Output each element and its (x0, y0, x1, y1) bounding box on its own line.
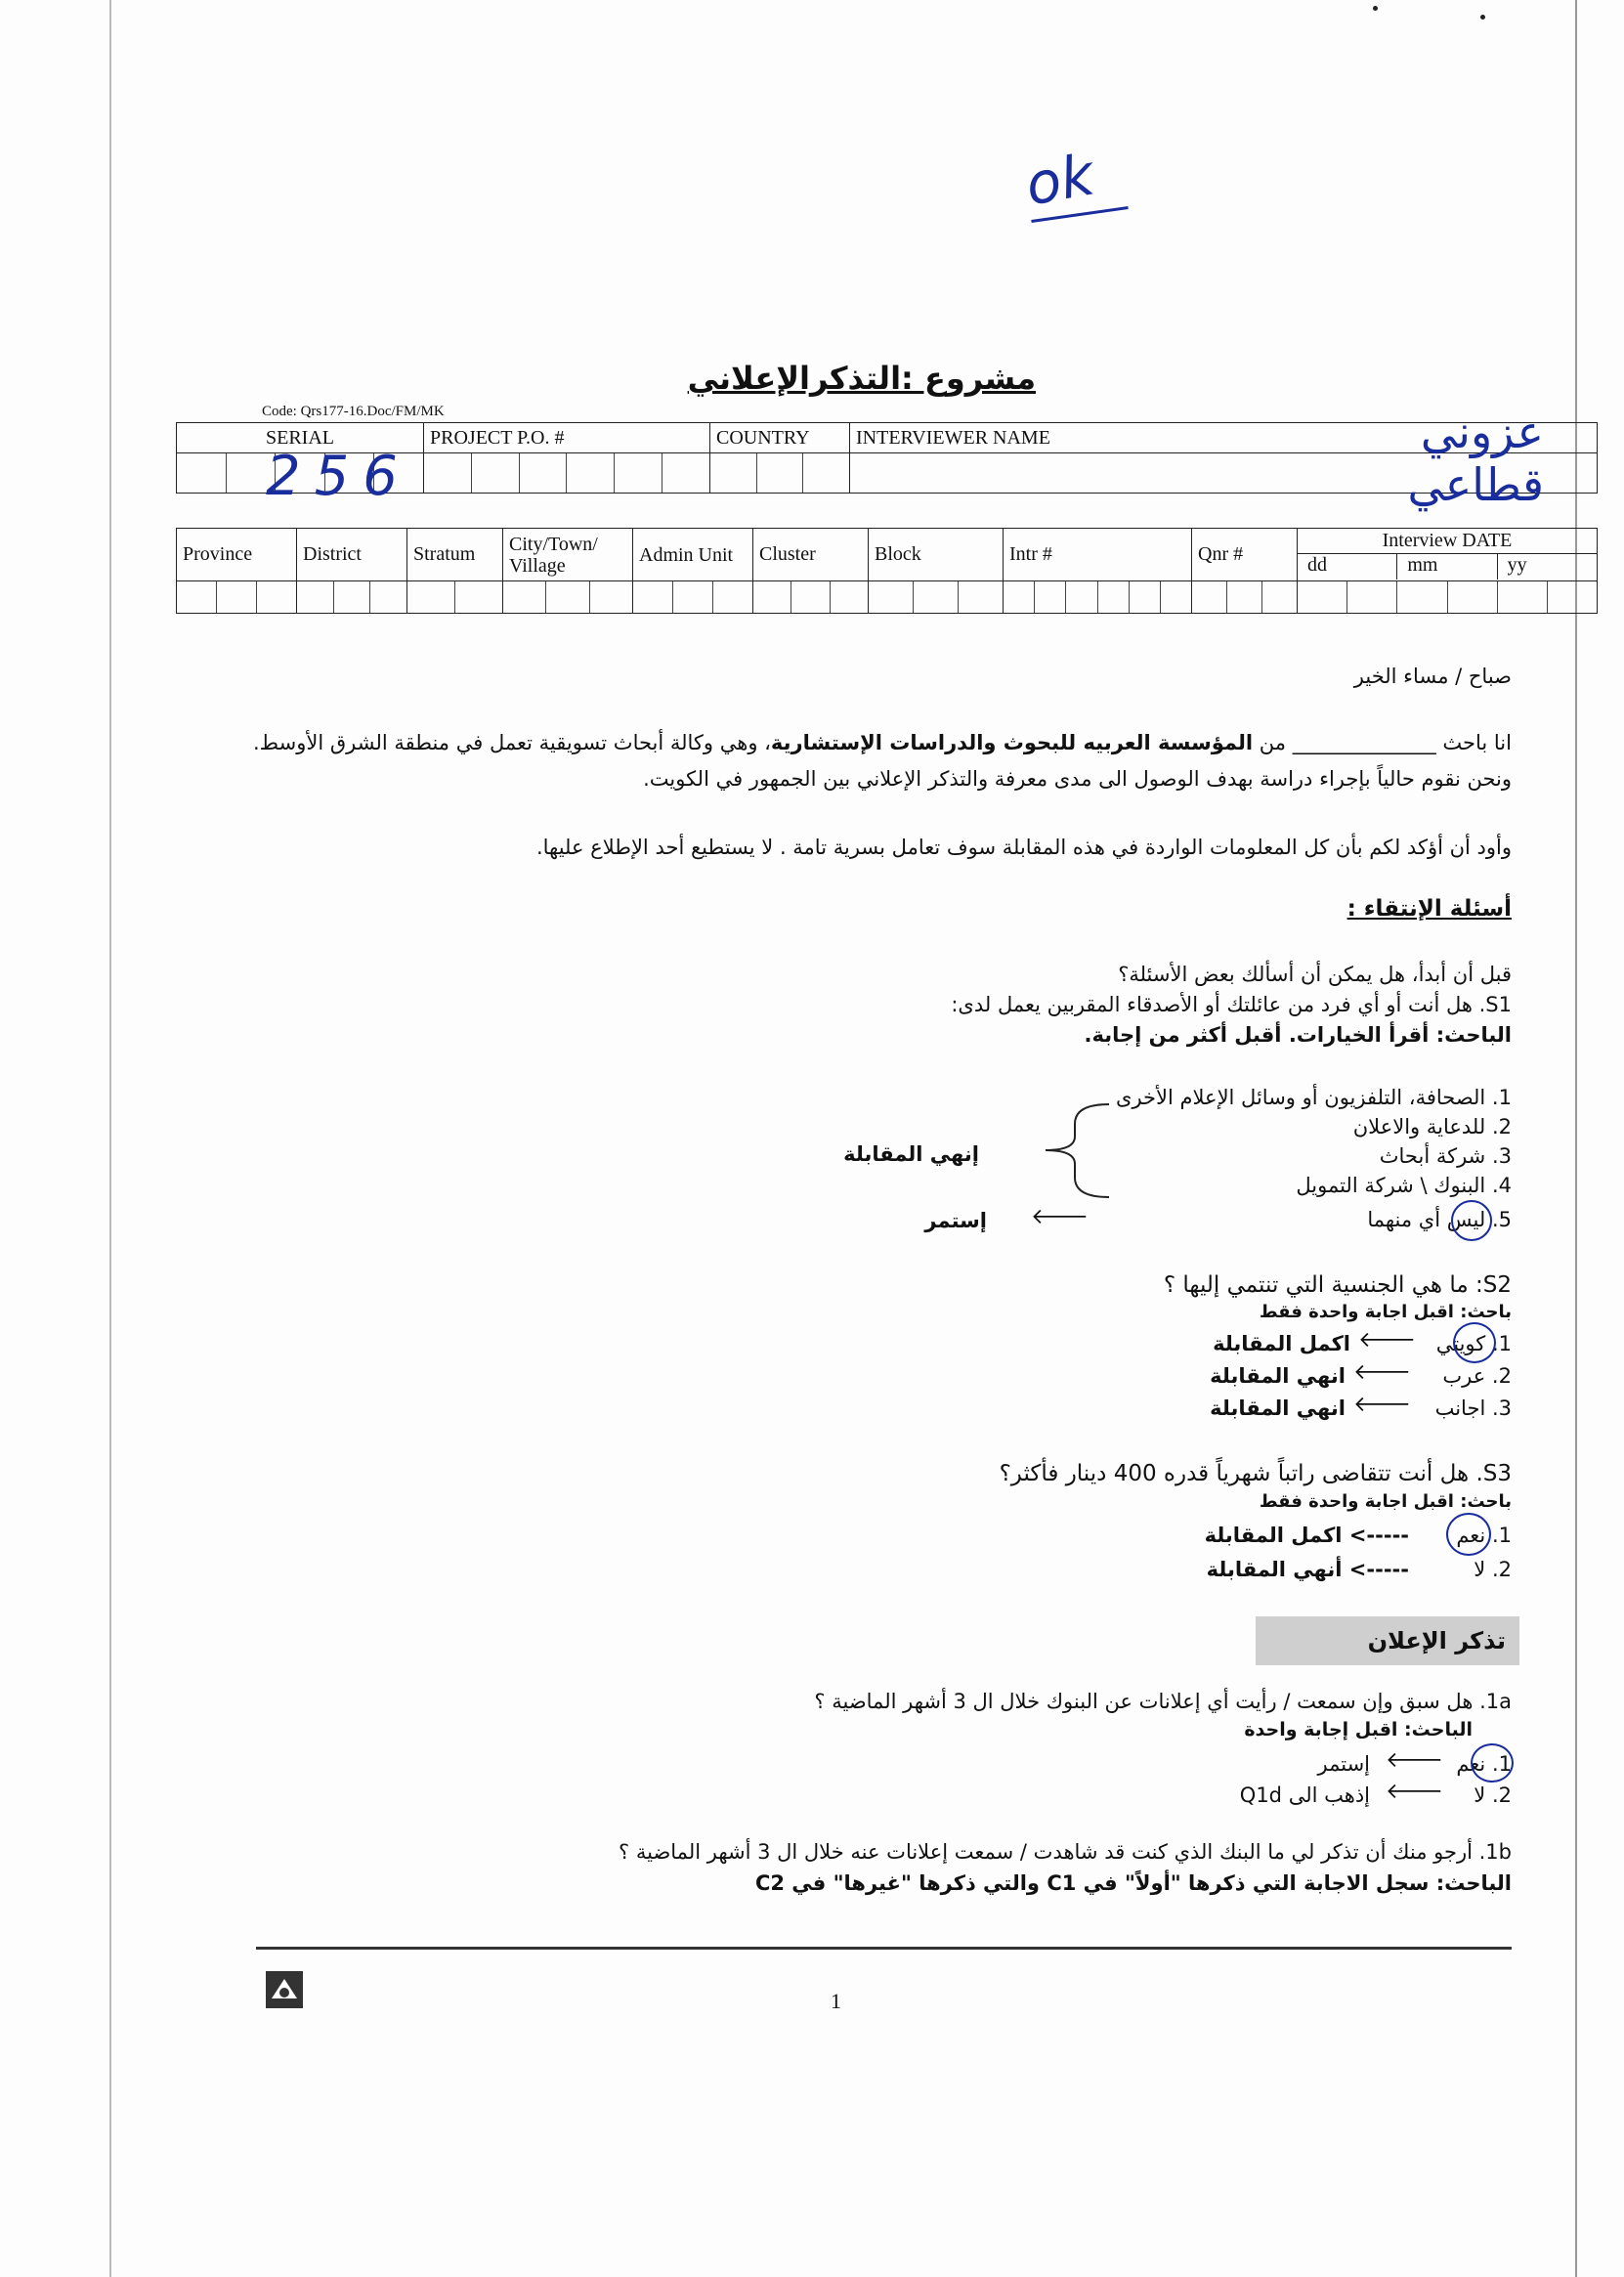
qnr-cells (1192, 581, 1298, 614)
q1b-instruction: الباحث: سجل الاجابة التي ذكرها "أولاً" في C1 والتي ذكرها "غيرها" في C2 (754, 1871, 1512, 1895)
intr-cells (1004, 581, 1192, 614)
s2-option-1: 1. كويتي (1435, 1332, 1512, 1355)
s3-answer-circle (1446, 1513, 1491, 1556)
s1-answer-circle (1451, 1200, 1492, 1241)
form-code: Code: Qrs177-16.Doc/FM/MK (262, 404, 445, 419)
s1-question: S1. هل أنت أو أي فرد من عائلتك أو الأصدقاء المقربين يعمل لدى: (951, 993, 1512, 1016)
intro-from: من (1259, 731, 1287, 754)
arrow-left-icon: 🡐 (1386, 1748, 1443, 1773)
handwritten-interviewer-name: عزوني قطاعي (1407, 406, 1544, 511)
scan-speck (1373, 6, 1378, 11)
page-number: 1 (831, 1989, 841, 2013)
intro-organization: المؤسسة العربيه للبحوث والدراسات الإستشارية (770, 731, 1254, 754)
arrow-left-icon: 🡐 (1353, 1393, 1411, 1417)
block-label: Block (869, 529, 1004, 581)
q1a-option-2-outcome: إذهب الى Q1d (1239, 1783, 1370, 1807)
s2-option-2-outcome: انهي المقابلة (1210, 1364, 1346, 1388)
arrow-left-icon: 🡐 (1031, 1205, 1089, 1229)
handwritten-serial: 256 (266, 445, 411, 508)
s3-question: S3. هل أنت تتقاضى راتباً شهرياً قدره 400 دينار فأكثر؟ (999, 1461, 1512, 1486)
s3-option-2-outcome: -----> أنهي المقابلة (1206, 1558, 1409, 1581)
s3-option-2: 2. لا (1474, 1558, 1512, 1581)
intro-blank: ______________ (1292, 731, 1436, 754)
q1a-option-1-outcome: إستمر (1317, 1752, 1370, 1776)
date-yy-label: yy (1497, 554, 1597, 580)
date-mm-label: mm (1396, 554, 1496, 580)
project-po-cells (424, 453, 710, 494)
s2-question: S2: ما هي الجنسية التي تنتمي إليها ؟ (1163, 1272, 1512, 1298)
admin-unit-cells (633, 581, 753, 614)
scan-edge-line (1575, 0, 1577, 2277)
s3-option-1: 1. نعم (1456, 1524, 1512, 1547)
location-header-table (176, 528, 1598, 614)
province-label: Province (177, 529, 297, 581)
country-cells (710, 453, 850, 494)
s1-option-1: 1. الصحافة، التلفزيون أو وسائل الإعلام الأخرى (1116, 1086, 1512, 1109)
handwritten-ok: ok (1020, 141, 1099, 219)
intro-line-2: ونحن نقوم حالياً بإجراء دراسة بهدف الوصول الى مدى معرفة والتذكر الإعلاني بين الجمهور في الكويت. (643, 767, 1512, 791)
organization-logo-icon (264, 1969, 305, 2010)
arrow-left-icon: 🡐 (1386, 1780, 1443, 1804)
s2-answer-circle (1453, 1322, 1496, 1363)
intro-line-1 (163, 728, 1512, 757)
stratum-cells (407, 581, 503, 614)
cluster-cells (753, 581, 869, 614)
admin-unit-label: Admin Unit (633, 529, 753, 581)
page-title: مشروع :التذكرالإعلاني (687, 360, 1036, 397)
s1-option-3: 3. شركة أبحاث (1379, 1144, 1512, 1168)
arrow-left-icon: 🡐 (1358, 1328, 1416, 1353)
intr-number-label: Intr # (1004, 529, 1192, 581)
footer-rule (256, 1947, 1512, 1950)
q1a-option-1: 1. نعم (1456, 1752, 1512, 1776)
s2-option-3: 3. اجانب (1434, 1396, 1512, 1420)
s1-option-4: 4. البنوك \ شركة التمويل (1296, 1174, 1512, 1197)
q1a-question: 1a. هل سبق وإن سمعت / رأيت أي إعلانات عن البنوك خلال ال 3 أشهر الماضية ؟ (814, 1690, 1512, 1713)
s1-instruction: الباحث: أقرأ الخيارات. أقبل أكثر من إجابة. (1084, 1023, 1512, 1047)
intro-researcher: انا باحث (1442, 731, 1512, 754)
q1a-option-2: 2. لا (1474, 1783, 1512, 1807)
s2-option-3-outcome: انهي المقابلة (1210, 1396, 1346, 1420)
q1b-question: 1b. أرجو منك أن تذكر لي ما البنك الذي كنت قد شاهدت / سمعت إعلانات عنه خلال ال 3 أشهر الماضية ؟ (619, 1840, 1512, 1864)
s2-option-2: 2. عرب (1442, 1364, 1512, 1388)
scan-edge-line (109, 0, 111, 2277)
province-cells (177, 581, 297, 614)
s1-end-interview: إنهي المقابلة (843, 1142, 979, 1166)
country-label: COUNTRY (710, 423, 850, 453)
screening-section-title: أسئلة الإنتقاء : (1346, 896, 1512, 922)
date-cells (1298, 581, 1598, 614)
block-cells (869, 581, 1004, 614)
q1a-answer-circle (1471, 1743, 1514, 1783)
district-cells (297, 581, 407, 614)
scan-speck (1480, 15, 1485, 20)
before-start-text: قبل أن أبدأ، هل يمكن أن أسألك بعض الأسئلة؟ (1118, 963, 1512, 986)
interviewer-name-label: INTERVIEWER NAME (850, 423, 1598, 453)
project-po-label: PROJECT P.O. # (424, 423, 710, 453)
cluster-label: Cluster (753, 529, 869, 581)
serial-label: SERIAL (177, 423, 424, 453)
intro-agency-desc: ، وهي وكالة أبحاث تسويقية تعمل في منطقة الشرق الأوسط. (253, 731, 771, 754)
stratum-label: Stratum (407, 529, 503, 581)
s3-instruction: باحث: اقبل اجابة واحدة فقط (1259, 1491, 1512, 1512)
s2-option-1-outcome: اكمل المقابلة (1213, 1332, 1350, 1355)
intro-line-3: وأود أن أؤكد لكم بأن كل المعلومات الواردة في هذه المقابلة سوف تعامل بسرية تامة . لا يستطيع أحد الإطلاع عليها. (535, 836, 1512, 859)
s1-continue: إستمر (924, 1209, 987, 1232)
s3-option-1-outcome: -----> اكمل المقابلة (1204, 1524, 1409, 1547)
district-label: District (297, 529, 407, 581)
ad-recall-section-header: تذكر الإعلان (1256, 1616, 1519, 1665)
s2-instruction: باحث: اقبل اجابة واحدة فقط (1259, 1302, 1512, 1322)
greeting: صباح / مساء الخير (1353, 665, 1512, 688)
interview-date-header (1298, 529, 1598, 581)
s1-option-5: 5. ليس أي منهما (1367, 1208, 1512, 1231)
city-cells (503, 581, 633, 614)
city-town-village-label: City/Town/ Village (503, 529, 633, 581)
interview-date-label: Interview DATE (1298, 530, 1597, 554)
q1a-instruction: الباحث: اقبل إجابة واحدة (1244, 1719, 1473, 1740)
s1-brace (1002, 1099, 1119, 1202)
arrow-left-icon: 🡐 (1353, 1360, 1411, 1385)
date-dd-label: dd (1307, 554, 1327, 576)
qnr-number-label: Qnr # (1192, 529, 1298, 581)
s1-option-2: 2. للدعاية والاعلان (1352, 1115, 1512, 1138)
